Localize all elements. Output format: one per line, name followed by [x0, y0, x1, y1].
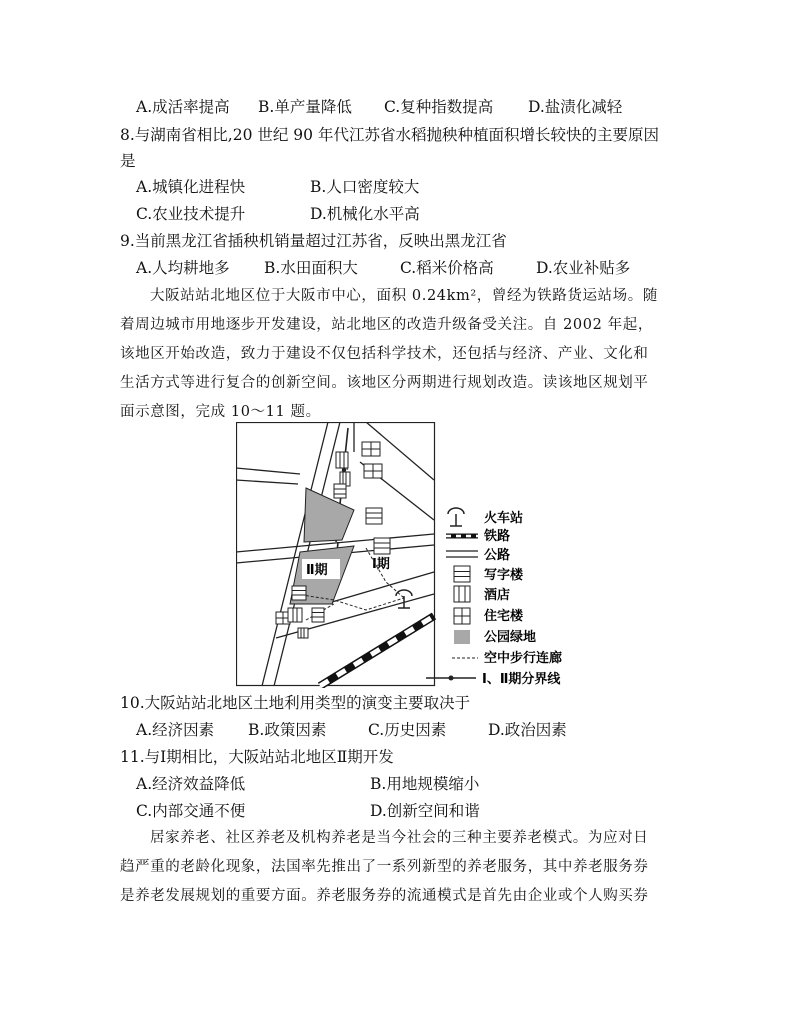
phase1-label: Ⅰ期: [372, 557, 390, 572]
q11-stem: 11.与Ⅰ期相比，大阪站站北地区Ⅱ期开发: [120, 748, 394, 766]
q9-option-b: B.水田面积大: [264, 259, 358, 277]
q7-option-a: A.成活率提高: [136, 98, 230, 116]
road-icon: [446, 551, 478, 557]
q7-option-c: C.复种指数提高: [384, 98, 494, 116]
q10-option-d: D.政治因素: [488, 721, 567, 739]
train-station-icon: [448, 508, 464, 526]
legend-road: 公路: [484, 548, 511, 563]
passage-osaka-line-3: 该地区开始改造，致力于建设不仅包括科学技术，还包括与经济、产业、文化和: [120, 346, 649, 362]
park-icon: [454, 630, 470, 644]
legend-railway: 铁路: [484, 529, 511, 544]
q11-option-b: B.用地规模缩小: [370, 775, 480, 793]
legend-office: 写字楼: [484, 568, 524, 583]
passage-osaka-line-4: 生活方式等进行复合的创新空间。该地区分两期进行规划改造。读该地区规划平: [120, 375, 649, 391]
q10-option-b: B.政策因素: [248, 721, 327, 739]
legend-phase-boundary: Ⅰ、Ⅱ期分界线: [482, 672, 561, 687]
q9-option-a: A.人均耕地多: [136, 259, 230, 277]
passage-elderly-line-3: 是养老发展规划的重要方面。养老服务券的流通模式是首先由企业或个人购买券: [120, 888, 649, 904]
office-building-icon: [454, 566, 470, 582]
legend-park: 公园绿地: [484, 630, 537, 645]
legend-train-station: 火车站: [484, 511, 524, 526]
residential-icon: [454, 608, 470, 624]
q10-stem: 10.大阪站站北地区土地利用类型的演变主要取决于: [120, 694, 471, 712]
q11-option-d: D.创新空间和谐: [370, 802, 480, 820]
hotel-icon: [454, 586, 470, 602]
q8-stem-continued: 是: [120, 152, 136, 170]
q7-option-d: D.盐渍化减轻: [528, 98, 623, 116]
passage-osaka-line-1: 大阪站站北地区位于大阪市中心，面积 0.24km²，曾经为铁路货运站场。随: [150, 288, 658, 304]
q11-option-a: A.经济效益降低: [136, 775, 246, 793]
passage-osaka-line-2: 着周边城市用地逐步开发建设，站北地区的改造升级备受关注。自 2002 年起，: [120, 317, 653, 333]
q7-option-b: B.单产量降低: [258, 98, 352, 116]
q8-option-c: C.农业技术提升: [136, 205, 246, 223]
passage-elderly-care: [120, 824, 680, 911]
q9-option-d: D.农业补贴多: [536, 259, 631, 277]
phase2-label: Ⅱ期: [306, 563, 328, 578]
q8-stem: 8.与湖南省相比,20 世纪 90 年代江苏省水稻抛秧种植面积增长较快的主要原因: [120, 126, 659, 144]
q10-option-c: C.历史因素: [368, 721, 447, 739]
passage-osaka-line-5: 面示意图，完成 10～11 题。: [120, 404, 321, 420]
q8-option-a: A.城镇化进程快: [136, 178, 246, 196]
osaka-station-north-map: [236, 422, 596, 688]
legend-skywalk: 空中步行连廊: [484, 651, 563, 666]
passage-osaka: [120, 282, 680, 427]
passage-elderly-line-1: 居家养老、社区养老及机构养老是当今社会的三种主要养老模式。为应对日: [150, 830, 649, 846]
q9-option-c: C.稻米价格高: [400, 259, 494, 277]
q8-option-d: D.机械化水平高: [310, 205, 420, 223]
q9-stem: 9.当前黑龙江省插秧机销量超过江苏省，反映出黑龙江省: [120, 232, 507, 250]
map-legend: [426, 508, 562, 687]
q11-option-c: C.内部交通不便: [136, 802, 246, 820]
legend-hotel: 酒店: [484, 588, 511, 603]
q10-option-a: A.经济因素: [136, 721, 215, 739]
q8-option-b: B.人口密度较大: [310, 178, 420, 196]
passage-elderly-line-2: 趋严重的老龄化现象，法国率先推出了一系列新型的养老服务，其中养老服务券: [120, 859, 649, 875]
legend-residential: 住宅楼: [484, 609, 524, 624]
